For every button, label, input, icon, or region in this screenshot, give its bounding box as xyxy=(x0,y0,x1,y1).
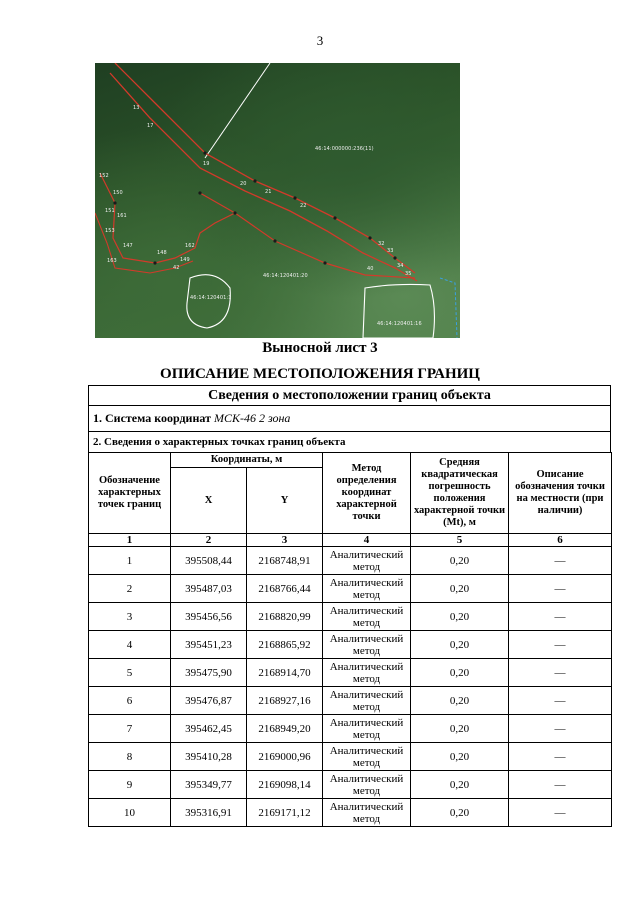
coord-x: 395476,87 xyxy=(171,687,247,715)
point-number: 10 xyxy=(89,799,171,827)
coordinates-table xyxy=(88,452,612,827)
description-cell: — xyxy=(509,799,612,827)
point-label: 35 xyxy=(405,271,412,277)
coord-x: 395451,23 xyxy=(171,631,247,659)
coord-x: 395410,28 xyxy=(171,743,247,771)
method-cell: Аналитический метод xyxy=(323,659,411,687)
point-label: 147 xyxy=(123,243,133,249)
document-title: ОПИСАНИЕ МЕСТОПОЛОЖЕНИЯ ГРАНИЦ xyxy=(160,366,480,382)
district-boundary xyxy=(440,278,457,338)
coord-y: 2168914,70 xyxy=(247,659,323,687)
method-cell: Аналитический метод xyxy=(323,771,411,799)
description-cell: — xyxy=(509,603,612,631)
error-cell: 0,20 xyxy=(411,547,509,575)
point-label: 17 xyxy=(147,123,154,129)
survey-line xyxy=(205,63,270,158)
point-label: 20 xyxy=(240,181,247,187)
point-label: 13 xyxy=(133,105,140,111)
point-label: 162 xyxy=(185,243,195,249)
boundary-polyline-upper xyxy=(115,63,415,273)
coord-y: 2168820,99 xyxy=(247,603,323,631)
point-label: 40 xyxy=(367,266,374,272)
coord-x: 395349,77 xyxy=(171,771,247,799)
coord-x: 395475,90 xyxy=(171,659,247,687)
coord-y: 2169171,12 xyxy=(247,799,323,827)
header-method: Метод определения координат характерной точки xyxy=(323,453,411,534)
coord-x: 395487,03 xyxy=(171,575,247,603)
coord-y: 2169000,96 xyxy=(247,743,323,771)
method-cell: Аналитический метод xyxy=(323,631,411,659)
parcel-outline-2 xyxy=(363,284,434,338)
parcel-label: 46:14:120401:20 xyxy=(263,273,308,279)
method-cell: Аналитический метод xyxy=(323,547,411,575)
table-row xyxy=(89,715,612,743)
description-cell: — xyxy=(509,687,612,715)
header-error: Средняя квадратическая погрешность положения характерной точки (Mt), м xyxy=(411,453,509,534)
parcel-outline-1 xyxy=(187,275,230,328)
header-coordinates: Координаты, м xyxy=(171,453,323,468)
column-numbers-row xyxy=(89,534,612,547)
error-cell: 0,20 xyxy=(411,687,509,715)
parcel-label: 46:14:120401:16 xyxy=(377,321,422,327)
section-heading: Сведения о местоположении границ объекта xyxy=(89,386,611,406)
point-number: 5 xyxy=(89,659,171,687)
description-cell: — xyxy=(509,659,612,687)
point-label: 22 xyxy=(300,203,307,209)
info-table xyxy=(88,385,611,453)
method-cell: Аналитический метод xyxy=(323,603,411,631)
description-cell: — xyxy=(509,575,612,603)
point-label: 19 xyxy=(203,161,210,167)
method-cell: Аналитический метод xyxy=(323,743,411,771)
point-label: 151 xyxy=(105,208,115,214)
coord-system-label: 1. Система координат xyxy=(93,411,211,425)
column-number: 1 xyxy=(89,534,171,547)
column-number: 2 xyxy=(171,534,247,547)
boundary-overlay xyxy=(95,63,460,338)
point-label: 153 xyxy=(105,228,115,234)
coord-system-value: МСК-46 2 зона xyxy=(213,411,291,425)
point-number: 4 xyxy=(89,631,171,659)
column-number: 4 xyxy=(323,534,411,547)
point-number: 9 xyxy=(89,771,171,799)
point-label: 161 xyxy=(117,213,127,219)
column-number: 6 xyxy=(509,534,612,547)
table-row xyxy=(89,547,612,575)
description-cell: — xyxy=(509,743,612,771)
error-cell: 0,20 xyxy=(411,743,509,771)
point-number: 3 xyxy=(89,603,171,631)
point-label: 34 xyxy=(397,263,404,269)
table-row xyxy=(89,771,612,799)
coord-x: 395462,45 xyxy=(171,715,247,743)
description-cell: — xyxy=(509,715,612,743)
point-label: 163 xyxy=(107,258,117,264)
error-cell: 0,20 xyxy=(411,715,509,743)
point-number: 8 xyxy=(89,743,171,771)
point-label: 32 xyxy=(378,241,385,247)
description-cell: — xyxy=(509,547,612,575)
method-cell: Аналитический метод xyxy=(323,715,411,743)
error-cell: 0,20 xyxy=(411,659,509,687)
coord-x: 395456,56 xyxy=(171,603,247,631)
point-label: 21 xyxy=(265,189,272,195)
point-label: 150 xyxy=(113,190,123,196)
table-row xyxy=(89,687,612,715)
column-number: 3 xyxy=(247,534,323,547)
boundary-polyline-inner xyxy=(200,193,415,278)
error-cell: 0,20 xyxy=(411,799,509,827)
coord-y: 2168865,92 xyxy=(247,631,323,659)
table-row xyxy=(89,799,612,827)
table-row xyxy=(89,743,612,771)
parcel-label: 46:14:120401:1 xyxy=(190,295,232,301)
satellite-map xyxy=(95,63,460,338)
method-cell: Аналитический метод xyxy=(323,687,411,715)
coord-y: 2168927,16 xyxy=(247,687,323,715)
header-y: Y xyxy=(247,468,323,534)
description-cell: — xyxy=(509,771,612,799)
point-number: 6 xyxy=(89,687,171,715)
table-row xyxy=(89,631,612,659)
header-description: Описание обозначения точки на местности (при наличии) xyxy=(509,453,612,534)
coord-system-row xyxy=(89,406,611,432)
point-label: 33 xyxy=(387,248,394,254)
error-cell: 0,20 xyxy=(411,603,509,631)
coord-x: 395316,91 xyxy=(171,799,247,827)
table-row xyxy=(89,659,612,687)
error-cell: 0,20 xyxy=(411,575,509,603)
parcel-label: 46:14:000000:236(11) xyxy=(315,146,374,152)
point-label: 42 xyxy=(173,265,180,271)
point-number: 1 xyxy=(89,547,171,575)
page-number: 3 xyxy=(316,33,324,48)
point-number: 7 xyxy=(89,715,171,743)
point-number: 2 xyxy=(89,575,171,603)
table-row xyxy=(89,603,612,631)
header-designation: Обозначение характерных точек границ xyxy=(89,453,171,534)
coord-y: 2168766,44 xyxy=(247,575,323,603)
point-label: 149 xyxy=(180,257,190,263)
method-cell: Аналитический метод xyxy=(323,575,411,603)
method-cell: Аналитический метод xyxy=(323,799,411,827)
header-x: X xyxy=(171,468,247,534)
column-number: 5 xyxy=(411,534,509,547)
coord-x: 395508,44 xyxy=(171,547,247,575)
error-cell: 0,20 xyxy=(411,631,509,659)
points-heading: 2. Сведения о характерных точках границ объекта xyxy=(89,432,611,453)
sheet-caption: Выносной лист 3 xyxy=(262,340,378,356)
boundary-polyline-west-2 xyxy=(95,213,193,273)
point-label: 148 xyxy=(157,250,167,256)
description-cell: — xyxy=(509,631,612,659)
point-label: 152 xyxy=(99,173,109,179)
coord-y: 2168748,91 xyxy=(247,547,323,575)
error-cell: 0,20 xyxy=(411,771,509,799)
table-row xyxy=(89,575,612,603)
coord-y: 2169098,14 xyxy=(247,771,323,799)
coord-y: 2168949,20 xyxy=(247,715,323,743)
